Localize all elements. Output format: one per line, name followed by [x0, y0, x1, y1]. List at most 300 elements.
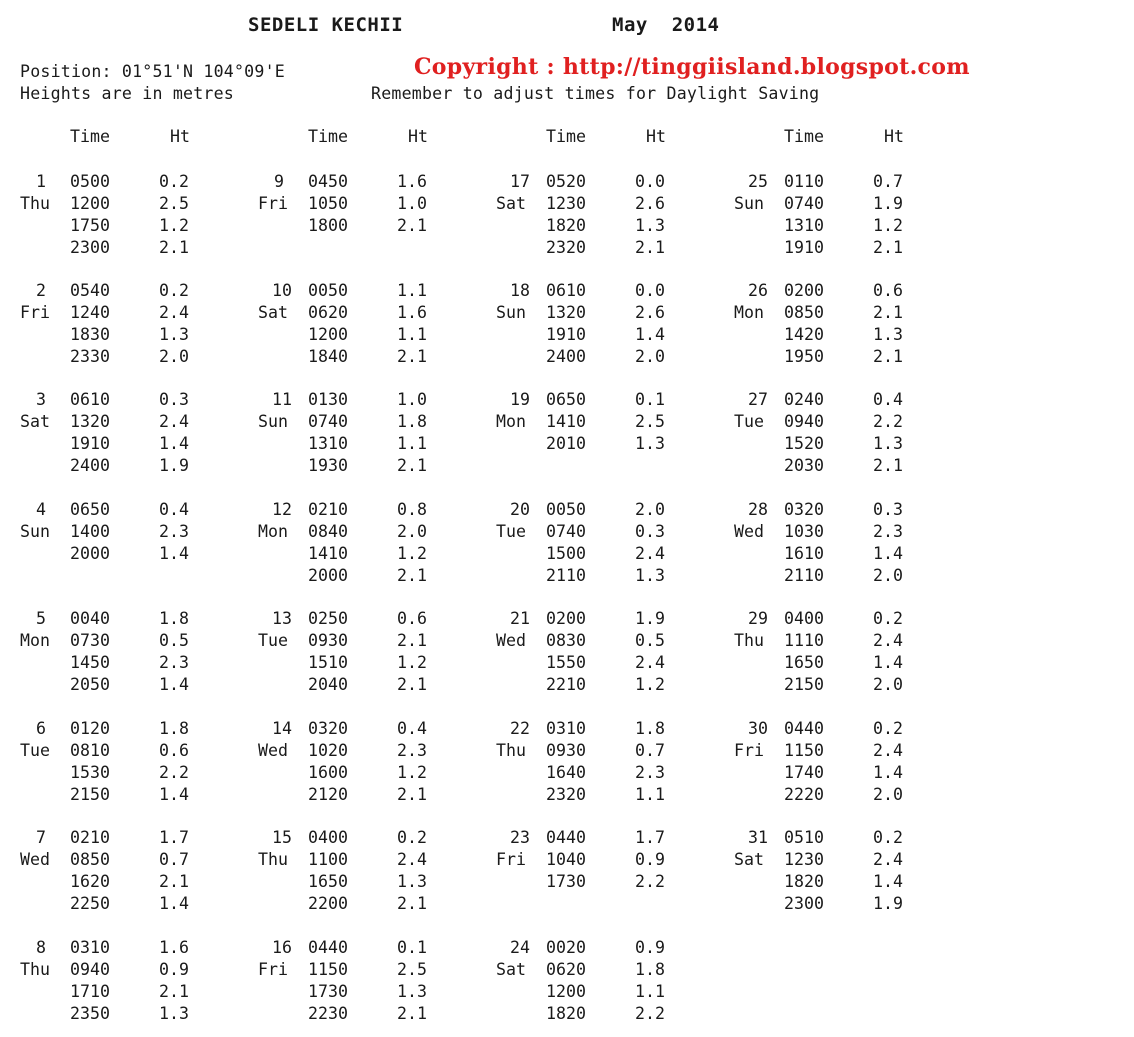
tide-row	[20, 784, 250, 806]
day-block-28	[734, 499, 964, 599]
day-of-week: Mon	[20, 631, 50, 650]
tide-row	[258, 630, 488, 652]
tide-time: 1910	[784, 238, 824, 257]
day-number: 2	[36, 281, 46, 300]
day-number: 7	[36, 828, 46, 847]
tide-height: 1.4	[635, 325, 665, 344]
tide-height: 0.7	[159, 850, 189, 869]
tide-height: 1.0	[397, 390, 427, 409]
tide-height: 2.4	[159, 412, 189, 431]
tide-time: 0850	[784, 303, 824, 322]
tide-height: 2.2	[635, 872, 665, 891]
tide-height: 2.0	[635, 347, 665, 366]
header-height-1: Ht	[170, 127, 190, 146]
tide-row	[258, 893, 488, 915]
tide-time: 1950	[784, 347, 824, 366]
tide-row	[258, 543, 488, 565]
tide-height: 2.4	[873, 850, 903, 869]
tide-height: 2.1	[397, 456, 427, 475]
tide-row	[496, 674, 726, 696]
tide-row	[20, 827, 250, 849]
tide-row	[496, 740, 726, 762]
tide-row	[496, 937, 726, 959]
tide-time: 1020	[308, 741, 348, 760]
tide-time: 0020	[546, 938, 586, 957]
tide-row	[258, 499, 488, 521]
day-block-7	[20, 827, 250, 927]
day-number: 1	[36, 172, 46, 191]
tide-time: 0730	[70, 631, 110, 650]
tide-row	[496, 499, 726, 521]
tide-row	[20, 302, 250, 324]
tide-height: 1.0	[397, 194, 427, 213]
tide-time: 2220	[784, 785, 824, 804]
day-number: 4	[36, 500, 46, 519]
tide-time: 0310	[546, 719, 586, 738]
tide-row	[258, 1003, 488, 1025]
tide-row	[20, 193, 250, 215]
tide-time: 0940	[70, 960, 110, 979]
tide-height: 1.4	[159, 785, 189, 804]
tide-time: 2030	[784, 456, 824, 475]
tide-time: 2120	[308, 785, 348, 804]
tide-time: 1820	[546, 1004, 586, 1023]
tide-row	[20, 280, 250, 302]
day-block-27	[734, 389, 964, 489]
tide-time: 0440	[546, 828, 586, 847]
tide-time: 2330	[70, 347, 110, 366]
tide-row	[496, 762, 726, 784]
tide-row	[20, 740, 250, 762]
tide-time: 1450	[70, 653, 110, 672]
tide-height: 1.4	[873, 544, 903, 563]
tide-time: 1600	[308, 763, 348, 782]
tide-row	[20, 1003, 250, 1025]
tide-height: 2.1	[397, 216, 427, 235]
tide-time: 0740	[784, 194, 824, 213]
tide-height: 1.2	[635, 675, 665, 694]
tide-row	[20, 433, 250, 455]
tide-time: 2150	[70, 785, 110, 804]
day-of-week: Mon	[496, 412, 526, 431]
day-block-10	[258, 280, 488, 380]
day-of-week: Thu	[258, 850, 288, 869]
tide-row	[20, 521, 250, 543]
tide-row	[734, 652, 964, 674]
tide-height: 0.2	[873, 828, 903, 847]
tide-height: 0.2	[159, 281, 189, 300]
tide-row	[258, 411, 488, 433]
tide-time: 1510	[308, 653, 348, 672]
tide-row	[734, 849, 964, 871]
tide-time: 0240	[784, 390, 824, 409]
tide-row	[496, 652, 726, 674]
tide-time: 2350	[70, 1004, 110, 1023]
tide-time: 1410	[308, 544, 348, 563]
tide-time: 0400	[784, 609, 824, 628]
tide-height: 1.4	[873, 653, 903, 672]
tide-time: 1520	[784, 434, 824, 453]
tide-time: 1730	[308, 982, 348, 1001]
day-of-week: Mon	[258, 522, 288, 541]
tide-height: 0.2	[873, 609, 903, 628]
tide-height: 0.6	[159, 741, 189, 760]
tide-time: 2300	[784, 894, 824, 913]
tide-height: 1.3	[159, 1004, 189, 1023]
day-of-week: Tue	[258, 631, 288, 650]
day-number: 30	[748, 719, 768, 738]
day-block-21	[496, 608, 726, 708]
tide-height: 1.6	[159, 938, 189, 957]
tide-height: 1.1	[397, 281, 427, 300]
tide-time: 1150	[784, 741, 824, 760]
day-block-25	[734, 171, 964, 271]
tide-row	[258, 608, 488, 630]
tide-time: 1240	[70, 303, 110, 322]
tide-time: 0510	[784, 828, 824, 847]
tide-row	[20, 762, 250, 784]
tide-time: 2000	[308, 566, 348, 585]
tide-height: 0.7	[873, 172, 903, 191]
tide-height: 1.4	[159, 434, 189, 453]
tide-time: 0130	[308, 390, 348, 409]
tide-time: 0310	[70, 938, 110, 957]
tide-time: 0400	[308, 828, 348, 847]
tide-height: 0.3	[635, 522, 665, 541]
tide-row	[20, 171, 250, 193]
header-time-3: Time	[546, 127, 586, 146]
tide-height: 1.1	[397, 325, 427, 344]
tide-row	[258, 959, 488, 981]
day-of-week: Tue	[20, 741, 50, 760]
tide-time: 1200	[546, 982, 586, 1001]
day-of-week: Thu	[20, 960, 50, 979]
tide-height: 1.9	[635, 609, 665, 628]
tide-height: 0.9	[635, 938, 665, 957]
tide-height: 0.8	[397, 500, 427, 519]
tide-time: 2400	[70, 456, 110, 475]
tide-time: 1750	[70, 216, 110, 235]
tide-row	[734, 718, 964, 740]
tide-row	[496, 411, 726, 433]
tide-height: 2.6	[635, 303, 665, 322]
day-number: 31	[748, 828, 768, 847]
tide-row	[734, 411, 964, 433]
tide-row	[20, 959, 250, 981]
tide-time: 1830	[70, 325, 110, 344]
day-number: 18	[510, 281, 530, 300]
tide-height: 2.1	[397, 347, 427, 366]
tide-row	[258, 937, 488, 959]
month-title: May 2014	[612, 14, 720, 36]
tide-row	[20, 893, 250, 915]
tide-height: 2.4	[397, 850, 427, 869]
day-block-12	[258, 499, 488, 599]
day-block-15	[258, 827, 488, 927]
tide-row	[496, 389, 726, 411]
tide-height: 2.2	[159, 763, 189, 782]
day-of-week: Wed	[20, 850, 50, 869]
tide-height: 2.1	[397, 675, 427, 694]
day-block-23	[496, 827, 726, 927]
copyright-link[interactable]: Copyright : http://tinggiisland.blogspot.com	[414, 54, 970, 80]
tide-height: 0.1	[397, 938, 427, 957]
tide-time: 2300	[70, 238, 110, 257]
tide-time: 0610	[546, 281, 586, 300]
tide-height: 2.4	[635, 653, 665, 672]
tide-time: 0210	[70, 828, 110, 847]
tide-row	[734, 433, 964, 455]
tide-row	[496, 871, 726, 893]
tide-time: 0620	[546, 960, 586, 979]
tide-height: 2.5	[635, 412, 665, 431]
tide-row	[734, 630, 964, 652]
day-block-19	[496, 389, 726, 489]
tide-height: 2.3	[397, 741, 427, 760]
tide-row	[734, 324, 964, 346]
tide-row	[258, 740, 488, 762]
day-block-18	[496, 280, 726, 380]
tide-row	[20, 411, 250, 433]
tide-time: 1740	[784, 763, 824, 782]
tide-height: 2.3	[159, 653, 189, 672]
day-block-9	[258, 171, 488, 271]
tide-time: 2150	[784, 675, 824, 694]
tide-time: 0250	[308, 609, 348, 628]
day-of-week: Thu	[496, 741, 526, 760]
day-number: 9	[274, 172, 284, 191]
day-number: 5	[36, 609, 46, 628]
tide-time: 2250	[70, 894, 110, 913]
tide-row	[258, 871, 488, 893]
day-block-30	[734, 718, 964, 818]
day-number: 23	[510, 828, 530, 847]
day-block-14	[258, 718, 488, 818]
tide-time: 1200	[70, 194, 110, 213]
day-of-week: Sat	[734, 850, 764, 869]
position-text: Position: 01°51'N 104°09'E	[20, 62, 285, 81]
tide-time: 0620	[308, 303, 348, 322]
tide-row	[734, 521, 964, 543]
day-number: 12	[272, 500, 292, 519]
tide-height: 2.3	[635, 763, 665, 782]
tide-time: 1410	[546, 412, 586, 431]
tide-time: 1310	[784, 216, 824, 235]
header-time-2: Time	[308, 127, 348, 146]
tide-time: 0110	[784, 172, 824, 191]
tide-height: 1.4	[159, 675, 189, 694]
tide-time: 0930	[308, 631, 348, 650]
tide-row	[20, 849, 250, 871]
tide-row	[734, 455, 964, 477]
tide-height: 1.8	[635, 719, 665, 738]
tide-height: 2.5	[397, 960, 427, 979]
tide-row	[496, 543, 726, 565]
tide-table	[0, 171, 1134, 1031]
tide-height: 0.5	[635, 631, 665, 650]
day-block-22	[496, 718, 726, 818]
tide-time: 1620	[70, 872, 110, 891]
tide-time: 0650	[70, 500, 110, 519]
tide-height: 1.2	[159, 216, 189, 235]
tide-time: 1820	[784, 872, 824, 891]
tide-time: 2320	[546, 785, 586, 804]
tide-height: 1.3	[397, 872, 427, 891]
tide-row	[20, 937, 250, 959]
day-number: 25	[748, 172, 768, 191]
tide-time: 1200	[308, 325, 348, 344]
tide-height: 2.1	[873, 456, 903, 475]
tide-height: 2.1	[397, 566, 427, 585]
tide-height: 2.0	[397, 522, 427, 541]
tide-height: 1.4	[873, 763, 903, 782]
tide-time: 1930	[308, 456, 348, 475]
tide-height: 2.2	[873, 412, 903, 431]
tide-time: 1030	[784, 522, 824, 541]
tide-row	[734, 389, 964, 411]
tide-time: 1840	[308, 347, 348, 366]
day-block-5	[20, 608, 250, 708]
tide-height: 2.1	[159, 872, 189, 891]
tide-row	[734, 762, 964, 784]
tide-time: 1400	[70, 522, 110, 541]
day-number: 15	[272, 828, 292, 847]
day-of-week: Mon	[734, 303, 764, 322]
tide-row	[20, 674, 250, 696]
day-of-week: Thu	[20, 194, 50, 213]
tide-time: 1500	[546, 544, 586, 563]
tide-row	[258, 302, 488, 324]
tide-time: 2200	[308, 894, 348, 913]
tide-height: 0.2	[397, 828, 427, 847]
tide-row	[258, 521, 488, 543]
tide-height: 1.3	[635, 566, 665, 585]
tide-row	[734, 280, 964, 302]
tide-height: 1.3	[873, 434, 903, 453]
tide-row	[258, 346, 488, 368]
tide-height: 2.3	[873, 522, 903, 541]
tide-row	[734, 740, 964, 762]
tide-time: 1610	[784, 544, 824, 563]
tide-time: 0200	[546, 609, 586, 628]
tide-height: 0.4	[397, 719, 427, 738]
tide-row	[20, 871, 250, 893]
tide-time: 1650	[308, 872, 348, 891]
tide-height: 0.7	[635, 741, 665, 760]
tide-height: 2.5	[159, 194, 189, 213]
tide-row	[496, 280, 726, 302]
tide-height: 1.3	[635, 434, 665, 453]
tide-row	[258, 762, 488, 784]
day-number: 8	[36, 938, 46, 957]
tide-row	[734, 346, 964, 368]
tide-row	[496, 324, 726, 346]
tide-height: 0.9	[159, 960, 189, 979]
tide-height: 1.9	[873, 894, 903, 913]
tide-row	[734, 784, 964, 806]
tide-row	[496, 346, 726, 368]
tide-height: 2.1	[159, 238, 189, 257]
tide-row	[496, 171, 726, 193]
tide-row	[258, 455, 488, 477]
tide-height: 2.4	[873, 631, 903, 650]
day-of-week: Wed	[258, 741, 288, 760]
day-number: 6	[36, 719, 46, 738]
day-block-2	[20, 280, 250, 380]
tide-height: 1.7	[159, 828, 189, 847]
tide-time: 0320	[308, 719, 348, 738]
tide-time: 1550	[546, 653, 586, 672]
tide-height: 2.4	[873, 741, 903, 760]
tide-height: 0.3	[873, 500, 903, 519]
tide-time: 2110	[784, 566, 824, 585]
tide-row	[258, 718, 488, 740]
tide-height: 1.9	[159, 456, 189, 475]
day-block-11	[258, 389, 488, 489]
header-height-2: Ht	[408, 127, 428, 146]
tide-height: 1.7	[635, 828, 665, 847]
tide-time: 1420	[784, 325, 824, 344]
tide-time: 0050	[546, 500, 586, 519]
tide-row	[20, 346, 250, 368]
tide-row	[258, 280, 488, 302]
tide-row	[20, 215, 250, 237]
tide-time: 0930	[546, 741, 586, 760]
tide-row	[734, 302, 964, 324]
tide-row	[734, 193, 964, 215]
day-number: 11	[272, 390, 292, 409]
tide-row	[496, 608, 726, 630]
tide-row	[258, 784, 488, 806]
day-number: 17	[510, 172, 530, 191]
tide-height: 2.3	[159, 522, 189, 541]
day-block-20	[496, 499, 726, 599]
tide-row	[734, 499, 964, 521]
tide-row	[496, 630, 726, 652]
tide-height: 0.1	[635, 390, 665, 409]
tide-row	[258, 849, 488, 871]
tide-time: 1710	[70, 982, 110, 1001]
tide-height: 2.0	[635, 500, 665, 519]
tide-time: 1910	[546, 325, 586, 344]
tide-row	[258, 652, 488, 674]
tide-row	[496, 1003, 726, 1025]
tide-row	[20, 981, 250, 1003]
day-of-week: Sat	[258, 303, 288, 322]
tide-row	[258, 324, 488, 346]
tide-height: 1.8	[159, 609, 189, 628]
tide-row	[258, 171, 488, 193]
tide-time: 0650	[546, 390, 586, 409]
tide-time: 1310	[308, 434, 348, 453]
tide-row	[258, 433, 488, 455]
daylight-saving-note: Remember to adjust times for Daylight Saving	[371, 84, 820, 103]
day-of-week: Tue	[734, 412, 764, 431]
tide-height: 1.2	[397, 763, 427, 782]
tide-height: 1.4	[159, 544, 189, 563]
day-block-26	[734, 280, 964, 380]
tide-row	[496, 849, 726, 871]
tide-height: 2.1	[159, 982, 189, 1001]
tide-time: 1910	[70, 434, 110, 453]
tide-time: 1650	[784, 653, 824, 672]
tide-row	[496, 784, 726, 806]
tide-row	[734, 543, 964, 565]
tide-height: 0.3	[159, 390, 189, 409]
day-block-24	[496, 937, 726, 1037]
tide-row	[734, 893, 964, 915]
tide-time: 0320	[784, 500, 824, 519]
